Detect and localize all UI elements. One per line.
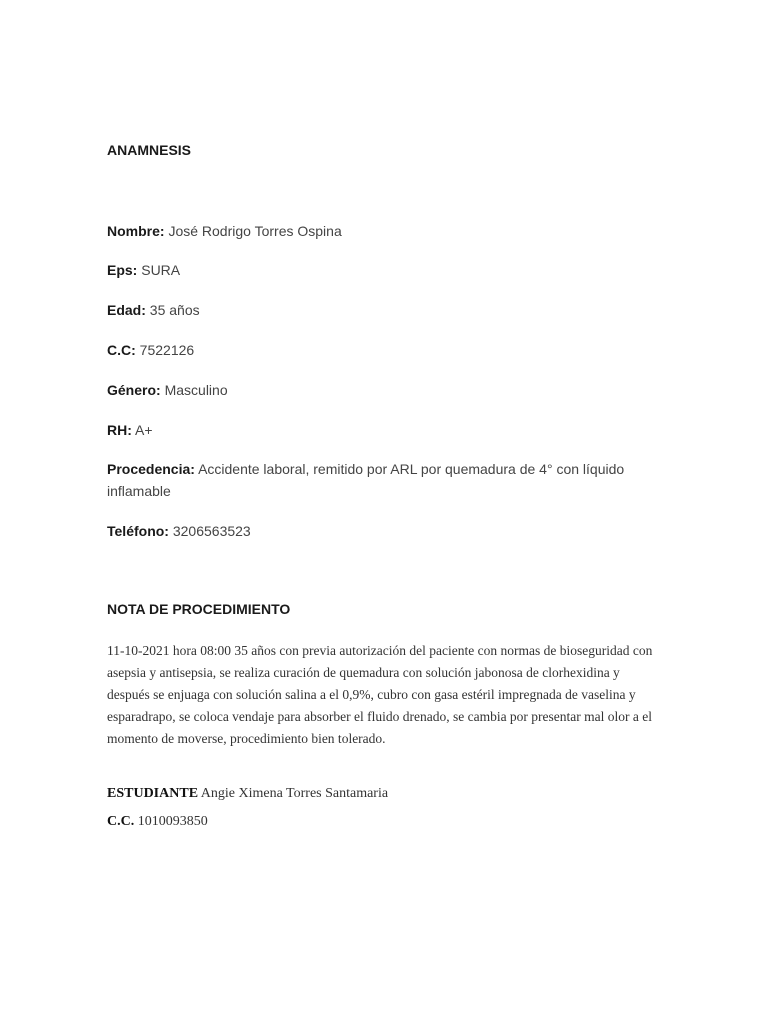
cc-label: C.C.	[107, 814, 135, 829]
student-name: Angie Ximena Torres Santamaria	[200, 786, 389, 801]
field-label: Procedencia:	[107, 461, 195, 477]
field-label: Teléfono:	[107, 523, 169, 539]
field-value: SURA	[141, 262, 181, 278]
field-value: Masculino	[164, 382, 228, 398]
student-signature	[107, 784, 388, 804]
field-cc	[107, 339, 647, 361]
field-label: Nombre:	[107, 223, 165, 239]
field-eps	[107, 259, 647, 281]
cc-value: 1010093850	[137, 814, 208, 829]
field-value: Accidente laboral, remitido por ARL por quemadura de 4° con líquido inflamable	[107, 461, 625, 499]
field-rh	[107, 419, 647, 441]
field-value: 7522126	[139, 342, 195, 358]
field-label: C.C:	[107, 342, 136, 358]
field-procedencia	[107, 458, 647, 502]
anamnesis-heading: ANAMNESIS	[107, 142, 192, 158]
field-nombre	[107, 220, 647, 242]
student-id	[107, 812, 208, 832]
student-label: ESTUDIANTE	[107, 786, 199, 801]
field-telefono	[107, 520, 647, 542]
field-label: RH:	[107, 422, 132, 438]
procedure-note: 11-10-2021 hora 08:00 35 años con previa autorización del paciente con normas de bioseguridad con asepsia y antisepsia, se realiza curación de quemadura con solución jabonosa de clorhexidina y después se enjuaga con solución salina a el 0,9%, cubro con gasa estéril impregnada de vaselina y esparadrapo, se coloca vendaje para absorber el fluido drenado, se cambia por presentar mal olor a el momento de moverse, procedimiento bien tolerado.	[107, 643, 653, 746]
field-value: A+	[135, 422, 153, 438]
field-label: Eps:	[107, 262, 138, 278]
field-label: Edad:	[107, 302, 146, 318]
field-genero	[107, 379, 647, 401]
procedure-heading: NOTA DE PROCEDIMIENTO	[107, 601, 291, 617]
field-edad	[107, 299, 647, 321]
field-value: 35 años	[149, 302, 200, 318]
field-label: Género:	[107, 382, 161, 398]
field-value: 3206563523	[172, 523, 251, 539]
field-value: José Rodrigo Torres Ospina	[168, 223, 342, 239]
